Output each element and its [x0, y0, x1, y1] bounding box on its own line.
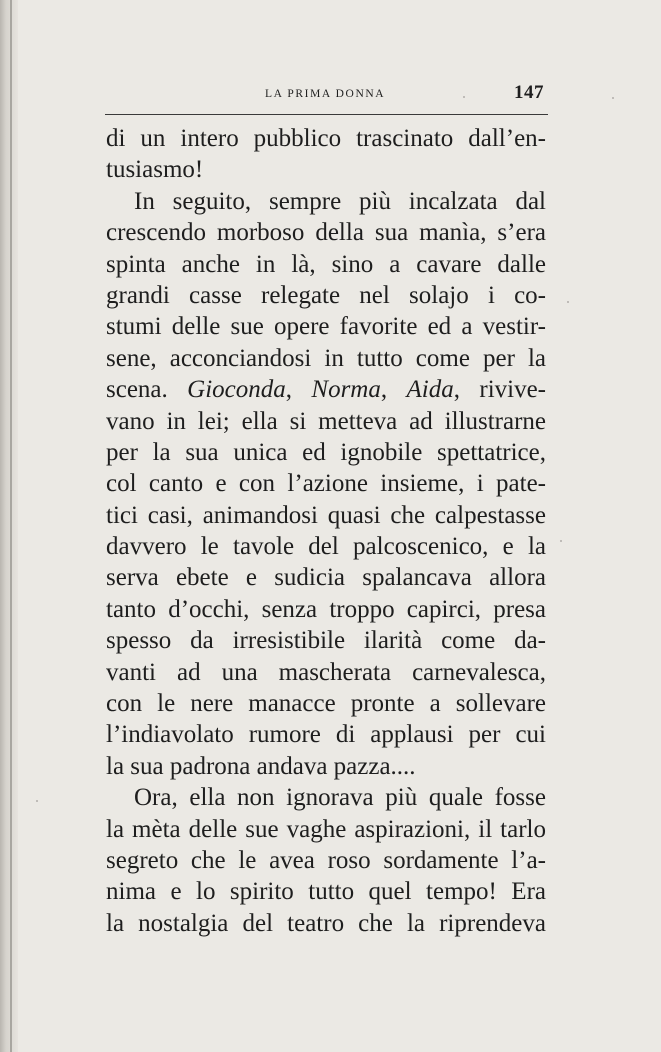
header-rule — [105, 114, 548, 115]
page-number: 147 — [514, 82, 544, 103]
text-line: la mèta delle sue vaghe aspirazioni, il tarlo — [106, 815, 546, 843]
opera-title: Gioconda — [187, 376, 286, 404]
text-line: vanti ad una mascherata carnevalesca, — [106, 658, 546, 686]
opera-title: Norma — [311, 376, 381, 404]
text-line: tusiasmo! — [106, 156, 204, 184]
page-gutter — [0, 0, 18, 1052]
binding-edge — [10, 0, 12, 1052]
text-line: serva ebete e sudicia spalancava allora — [106, 564, 546, 592]
text-line: col canto e con l’azione insieme, i pate- — [106, 470, 546, 498]
text-line: spinta anche in là, sino a cavare dalle — [106, 250, 546, 278]
opera-title: Aida — [406, 376, 454, 404]
text-line: crescendo morboso della sua manìa, s’era — [106, 219, 546, 247]
text-line: vano in lei; ella si metteva ad illustrarne — [106, 407, 546, 435]
text-line: sene, acconciandosi in tutto come per la — [106, 344, 546, 372]
text-line: di un intero pubblico trascinato dall’en- — [106, 125, 546, 152]
running-title: LA PRIMA DONNA — [265, 88, 386, 100]
text-line-with-opera-titles: scena. Gioconda, Norma, Aida, rivive- — [106, 376, 546, 404]
text-line: nima e lo spirito tutto quel tempo! Era — [106, 878, 546, 906]
scena-suffix: rivive- — [459, 376, 546, 404]
text-line: la nostalgia del teatro che la riprendeva — [106, 909, 546, 937]
text-line: grandi casse relegate nel solajo i co- — [106, 281, 546, 309]
text-line: stumi delle sue opere favorite ed a vestir- — [106, 313, 546, 341]
text-line: Ora, ella non ignorava più quale fosse — [134, 784, 546, 812]
scena-prefix: scena. — [106, 376, 188, 404]
paper-speck — [567, 301, 569, 303]
text-line: segreto che le avea roso sordamente l’a- — [106, 846, 546, 874]
text-line: per la sua unica ed ignobile spettatrice, — [106, 438, 546, 466]
text-line: spesso da irresistibile ilarità come da- — [106, 627, 546, 655]
text-line: In seguito, sempre più incalzata dal — [134, 187, 546, 215]
text-line: tici casi, animandosi quasi che calpestasse — [106, 501, 546, 529]
paper-speck — [463, 96, 465, 98]
text-line: con le nere manacce pronte a sollevare — [106, 690, 546, 718]
text-line: davvero le tavole del palcoscenico, e la — [106, 533, 546, 561]
paper-speck — [560, 540, 562, 542]
text-line: la sua padrona andava pazza.... — [106, 752, 416, 780]
paper-speck — [612, 97, 614, 99]
paper-speck — [36, 800, 38, 802]
text-line: l’indiavolato rumore di applausi per cui — [106, 721, 546, 749]
text-line: tanto d’occhi, senza troppo capirci, presa — [106, 595, 546, 623]
body-text — [106, 123, 546, 939]
running-header — [105, 82, 548, 104]
